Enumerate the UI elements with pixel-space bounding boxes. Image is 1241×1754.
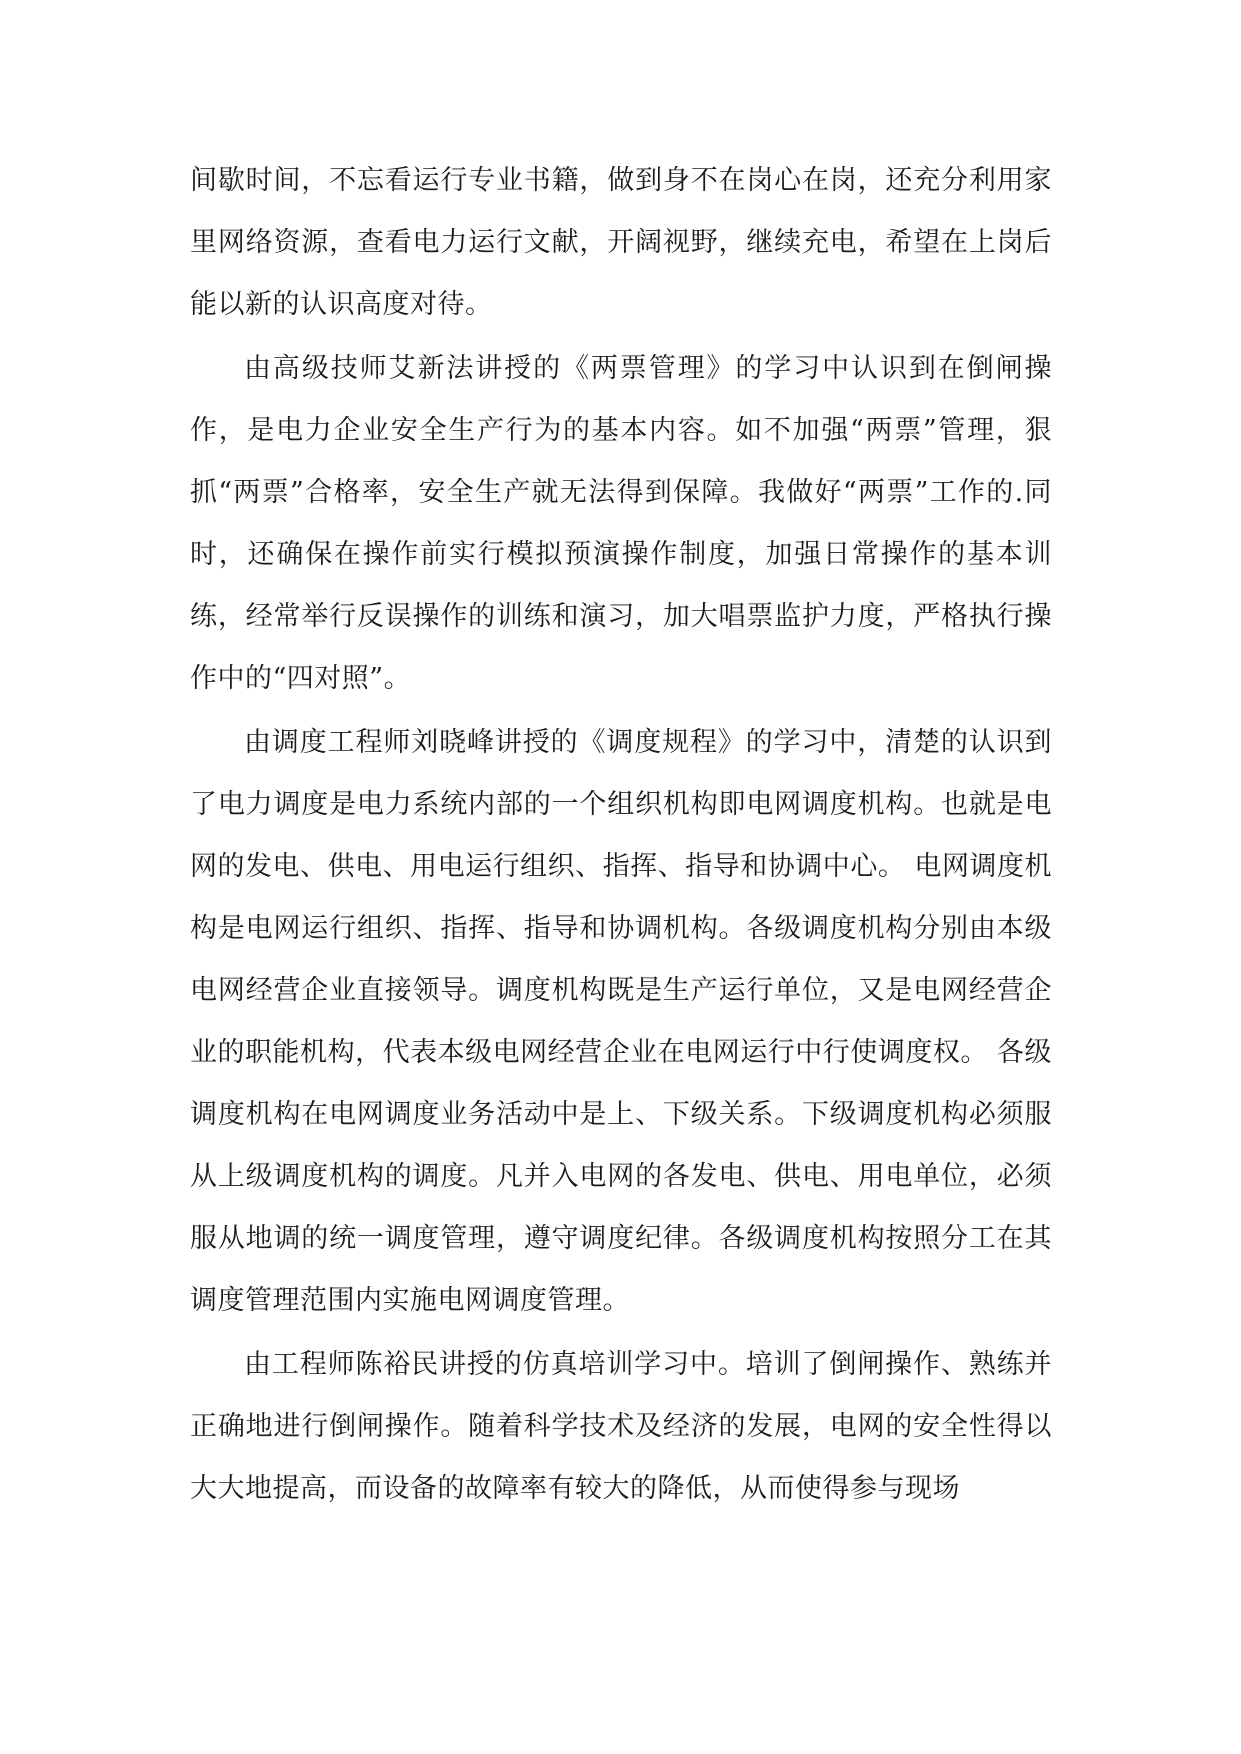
paragraph-4: 由工程师陈裕民讲授的仿真培训学习中。培训了倒闸操作、熟练并正确地进行倒闸操作。随着科学技术及经济的发展，电网的安全性得以大大地提高，而设备的故障率有较大的降低，从而使得参与现场 [190,1349,1052,1504]
paragraph-2: 由高级技师艾新法讲授的《两票管理》的学习中认识到在倒闸操作，是电力企业安全生产行为的基本内容。如不加强“两票”管理，狠抓“两票”合格率，安全生产就无法得到保障。我做好“两票”工作的.同时，还确保在操作前实行模拟预演操作制度，加强日常操作的基本训练，经常举行反误操作的训练和演习，加大唱票监护力度，严格执行操作中的“四对照”。 [190,353,1052,694]
paragraph-1: 间歇时间，不忘看运行专业书籍，做到身不在岗心在岗，还充分利用家里网络资源，查看电力运行文献，开阔视野，继续充电，希望在上岗后能以新的认识高度对待。 [190,165,1052,320]
document-body [190,150,1052,1522]
paragraph-3: 由调度工程师刘晓峰讲授的《调度规程》的学习中，清楚的认识到了电力调度是电力系统内部的一个组织机构即电网调度机构。也就是电网的发电、供电、用电运行组织、指挥、指导和协调中心。 电网调度机构是电网运行组织、指挥、指导和协调机构。各级调度机构分别由本级电网经营企业直接领导。调度机构既是生产运行单位，又是电网经营企业的职能机构，代表本级电网经营企业在电网运行中行使调度权。 各级调度机构在电网调度业务活动中是上、下级关系。下级调度机构必须服从上级调度机构的调度。凡并入电网的各发电、供电、用电单位，必须服从地调的统一调度管理，遵守调度纪律。各级调度机构按照分工在其调度管理范围内实施电网调度管理。 [190,727,1052,1316]
